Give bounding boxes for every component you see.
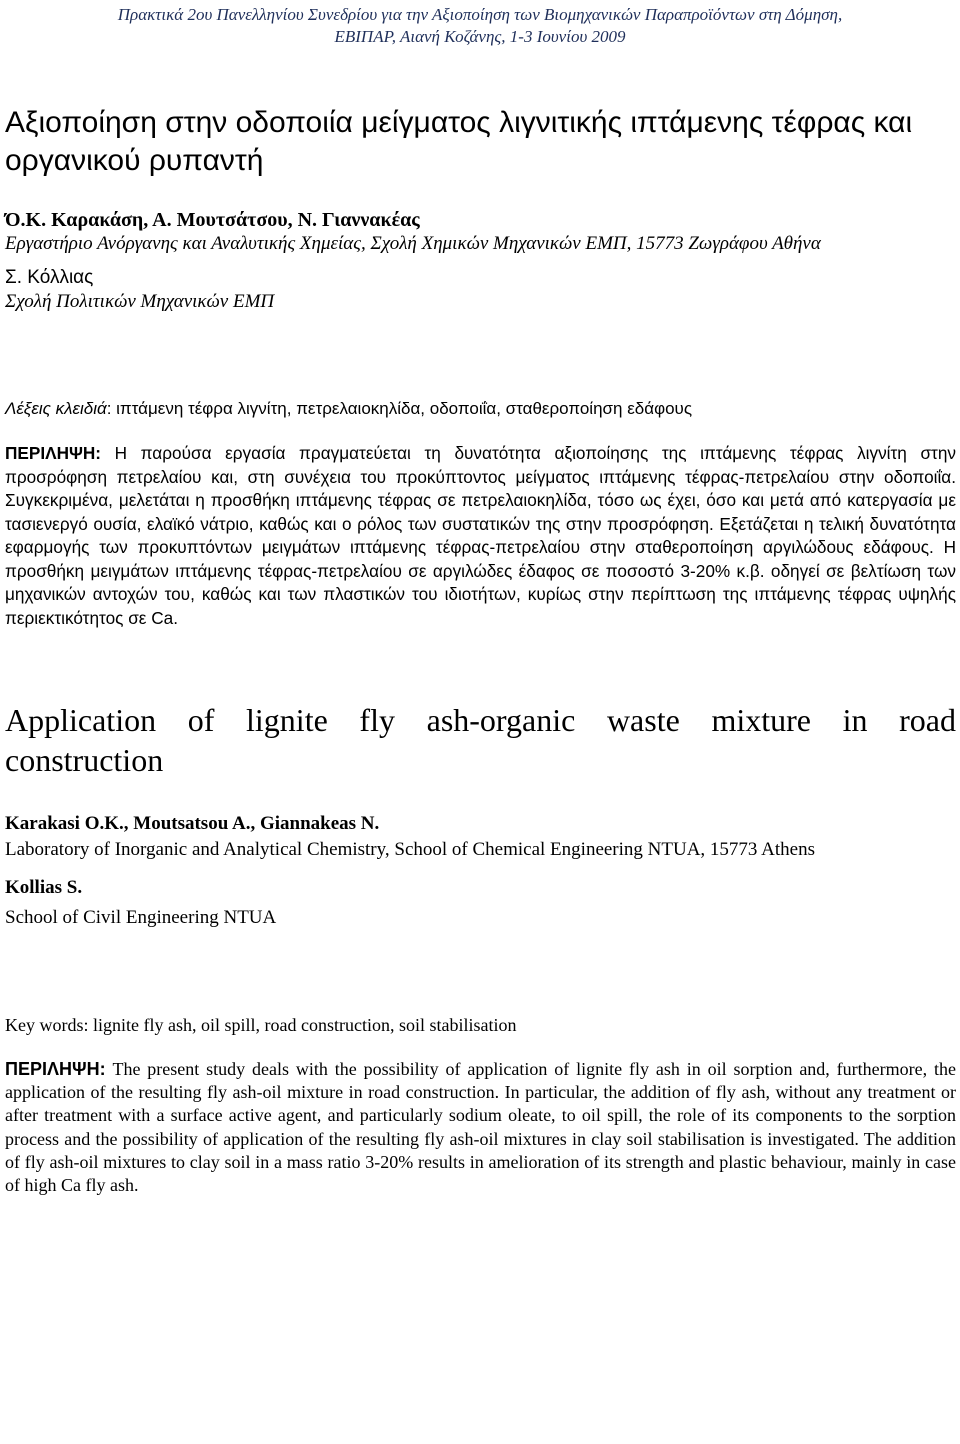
greek-affiliation: Εργαστήριο Ανόργανης και Αναλυτικής Χημείας, Σχολή Χημικών Μηχανικών ΕΜΠ, 15773 Ζωγράφου Αθήνα bbox=[5, 233, 821, 254]
english-abstract-text: The present study deals with the possibility of application of lignite fly ash in oil sorption and, furthermore, the application of the resulting fly ash-oil mixture in road construction. In particular, the addition of fly ash, without any treatment or after treatment with a surface active agent, and particularly sodium oleate, to oil spill, the role of its components to the sorption process and the possibility of application of the resulting fly ash-oil mixtures in clay soil stabilisation is investigated. The addition of fly ash-oil mixtures to clay soil in a mass ratio 3-20% results in amelioration of its strength and plastic behaviour, mainly in case of high Ca fly ash. bbox=[5, 1059, 956, 1196]
english-author-2: Kollias S. bbox=[5, 877, 83, 898]
greek-keywords bbox=[5, 398, 956, 420]
english-title: Application of lignite fly ash-organic waste mixture in road construction bbox=[5, 702, 956, 778]
english-authors: Karakasi O.K., Moutsatsou A., Giannakeas N. bbox=[5, 813, 380, 834]
proceedings-header bbox=[0, 4, 960, 48]
greek-affiliation-2: Σχολή Πολιτικών Μηχανικών ΕΜΠ bbox=[5, 291, 275, 312]
english-keywords: Key words: lignite fly ash, oil spill, road construction, soil stabilisation bbox=[5, 1015, 517, 1035]
article-body bbox=[0, 104, 960, 1197]
greek-author-2: Σ. Κόλλιας bbox=[5, 267, 94, 288]
english-abstract-label: ΠΕΡΙΛΗΨΗ: bbox=[5, 1059, 106, 1079]
english-affiliation-2: School of Civil Engineering NTUA bbox=[5, 907, 277, 928]
header-line-1: Πρακτικά 2ου Πανελληνίου Συνεδρίου για την Αξιοποίηση των Βιομηχανικών Παραπροϊόντων στη Δόμηση, bbox=[117, 5, 843, 24]
greek-keywords-label: Λέξεις κλειδιά bbox=[5, 399, 107, 418]
english-abstract bbox=[5, 1058, 956, 1197]
english-affiliation: Laboratory of Inorganic and Analytical Chemistry, School of Chemical Engineering NTUA, 15773 Athens bbox=[5, 839, 815, 860]
greek-abstract-label: ΠΕΡΙΛΗΨΗ: bbox=[5, 443, 102, 463]
greek-abstract-text: Η παρούσα εργασία πραγματεύεται τη δυνατότητα αξιοποίησης της ιπτάμενης τέφρας λιγνίτη στην προσρόφηση πετρελαίου και, στη συνέχεια του προκύπτοντος μείγματος ιπτάμενης τέφρας-πετρελαίου στην οδοποιΐα. Συγκεκριμένα, μελετάται η προσθήκη ιπτάμενης τέφρας σε πετρελαιοκηλίδα, τόσο ως έχει, όσο και μετά από κατεργασία με τασιενεργό ουσία, ελαϊκό νάτριο, καθώς και ο ρόλος των συστατικών της στην προσρόφηση. Εξετάζεται η τελική δυνατότητα εφαρμογής των προκυπτόντων μειγμάτων ιπτάμενης τέφρας-πετρελαίου στην σταθεροποίηση αργιλώδους εδάφους. Η προσθήκη μειγμάτων ιπτάμενης τέφρας-πετρελαίου σε αργιλώδες έδαφος σε ποσοστό 3-20% κ.β. οδηγεί σε βελτίωση των μηχανικών αντοχών του, καθώς και των πλαστικών του ιδιοτήτων, κυρίως στην περίπτωση της ιπτάμενης τέφρας υψηλής περιεκτικότητος σε Ca. bbox=[5, 443, 956, 628]
greek-title: Αξιοποίηση στην οδοποιία μείγματος λιγνιτικής ιπτάμενης τέφρας και οργανικού ρυπαντή bbox=[5, 106, 913, 177]
header-line-2: ΕΒΙΠΑΡ, Αιανή Κοζάνης, 1-3 Ιουνίου 2009 bbox=[334, 27, 626, 46]
greek-authors: Ό.Κ. Καρακάση, Α. Μουτσάτσου, Ν. Γιαννακέας bbox=[5, 209, 420, 231]
greek-abstract bbox=[5, 442, 956, 630]
greek-keywords-text: : ιπτάμενη τέφρα λιγνίτη, πετρελαιοκηλίδα, οδοποιΐα, σταθεροποίηση εδάφους bbox=[106, 399, 693, 418]
